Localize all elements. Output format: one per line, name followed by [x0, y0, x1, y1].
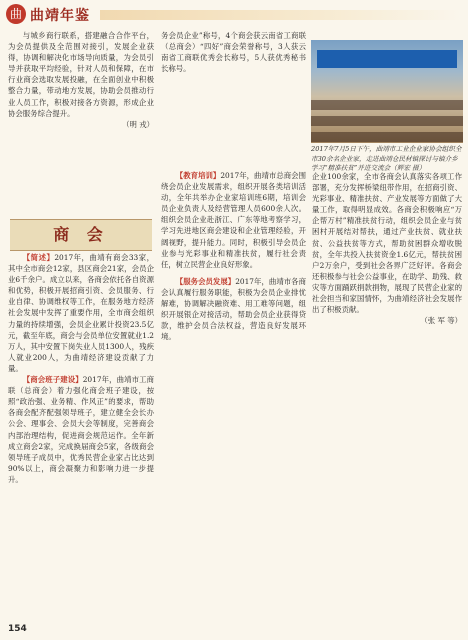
header-title: 曲靖年鉴: [30, 8, 90, 24]
article-paragraph: [8, 374, 154, 485]
column-3-body: [312, 171, 462, 326]
photo-audience-row: [311, 116, 463, 126]
paragraph-label: 【商会班子建设】: [22, 375, 83, 385]
article-paragraph: [161, 170, 306, 270]
article-paragraph: 企业100余家，全市各商会认真落实各项工作部署，充分发挥桥梁纽带作用，在招商引资、光彩事业、精准扶贫、产业发展等方面做了大量工作，取得明显成效。各商会积极响应“万企帮万村”精准扶贫行动，组织会员企业与贫困村开展结对帮扶，通过产业扶贫、就业扶贫、公益扶贫等方式，帮助贫困群众增收脱贫，全年共投入扶贫资金1.6亿元，帮扶贫困户2万余户，受到社会各界广泛好评。各商会还积极参与社会公益事业，在助学、助残、救灾等方面踊跃捐款捐物，展现了民营企业家的社会担当和家国情怀，为曲靖经济社会发展作出了积极贡献。: [312, 172, 462, 315]
paragraph-text: 2017年，曲靖有商会33家，其中全市商会12家，县区商会21家，会员企业6千余户。成立以来，各商会依托各自资源和优势，积极开展招商引资、会员服务、行业自律、协调维权等工作，在服务地方经济社会发展中发挥了重要作用，全市商会组织力量的持续增强，会员企业累计投资23.5亿元，截至年底，商会与会员单位安置就业1.2万人，其中安置下岗失业人员1300人，残疾人就业200人，为曲靖经济建设贡献了力量。: [8, 253, 154, 373]
photo-stage-banner: [317, 50, 457, 68]
page-number: 154: [8, 624, 27, 634]
intro-signature: （明 戎）: [122, 119, 154, 129]
paragraph-label: 【教育培训】: [175, 171, 221, 180]
section-heading: 商 会: [53, 225, 109, 244]
intro-paragraph: 与城乡商行联系，搭建融合合作平台，为会员提供及全范围对接引，发展企业获得，协调和解决化市场导向质量，为会员引导并获取平均经验，针对人员和保障，在市行业商会选取发展投融，在全面创业中积极整合力量，带动地方发展，协助会员推动行业人员工作，积极对接各方资源，形成企业协会服务综合提升。: [8, 31, 154, 118]
paragraph-text: 2017年，曲靖市工商联（总商会）着力强化商会班子建设，按照“政治强、业务精、作风正”的要求，帮助各商会配齐配强领导班子，建立健全会长办公会、理事会、会员大会等制度，完善商会内部治理结构，促进商会规范运作。全年新成立商会2家，完成换届商会5家，各级商会领导班子成员中，优秀民营企业家占比达到90%以上，商会凝聚力和影响力进一步提升。: [8, 375, 154, 484]
photo-audience-row: [311, 100, 463, 110]
column-1-body: [8, 252, 154, 485]
header-decoration: [100, 10, 462, 20]
paragraph-text: 2017年，曲靖市各商会认真履行服务职能，积极为会员企业排忧解难，协调解决融资难、用工难等问题，组织开展银企对接活动，帮助会员企业获得贷款，维护会员合法权益，营造良好发展环境。: [161, 276, 306, 342]
article-paragraph: [161, 276, 306, 343]
paragraph-label: 【服务会员发展】: [175, 276, 236, 286]
column-2-body: [161, 170, 306, 342]
page-header: [0, 0, 468, 28]
paragraph-label: 【简述】: [22, 253, 55, 262]
article-paragraph: [8, 252, 154, 374]
photo-audience-row: [311, 132, 463, 142]
column-2-intro: [161, 30, 306, 74]
column-1-intro: [8, 30, 154, 130]
photo-caption: 2017年7月5日下午，曲靖市工业企业家协会组织全市30余名企业家，走进曲靖仓民材镇探讨与镇介乡学习“精准扶贫”并进交流会（辉宏 摄）: [311, 145, 462, 172]
section-banner: [10, 219, 152, 251]
column-3-signature: （张 军 等）: [420, 316, 462, 326]
paragraph-text: 2017年，曲靖市总商会围绕会员企业发展需求，组织开展各类培训活动，全年共举办企业家培训班6期，培训会员企业负责人及经营管理人员600余人次。组织会员企业赴浙江、广东等地考察学习，学习先进地区商会建设和企业管理经验，开阔视野，提升能力。同时，积极引导会员企业参与光彩事业和精准扶贫，履行社会责任，树立民营企业良好形象。: [161, 171, 306, 269]
event-photo: [311, 40, 463, 143]
yearbook-logo-icon: 曲: [6, 4, 26, 24]
continued-paragraph: 务会员企业”称号，4个商会获云南省工商联（总商会）“四好”商会荣誉称号，3人获云南省工商联优秀会长称号，5人获优秀秘书长称号。: [161, 31, 306, 74]
